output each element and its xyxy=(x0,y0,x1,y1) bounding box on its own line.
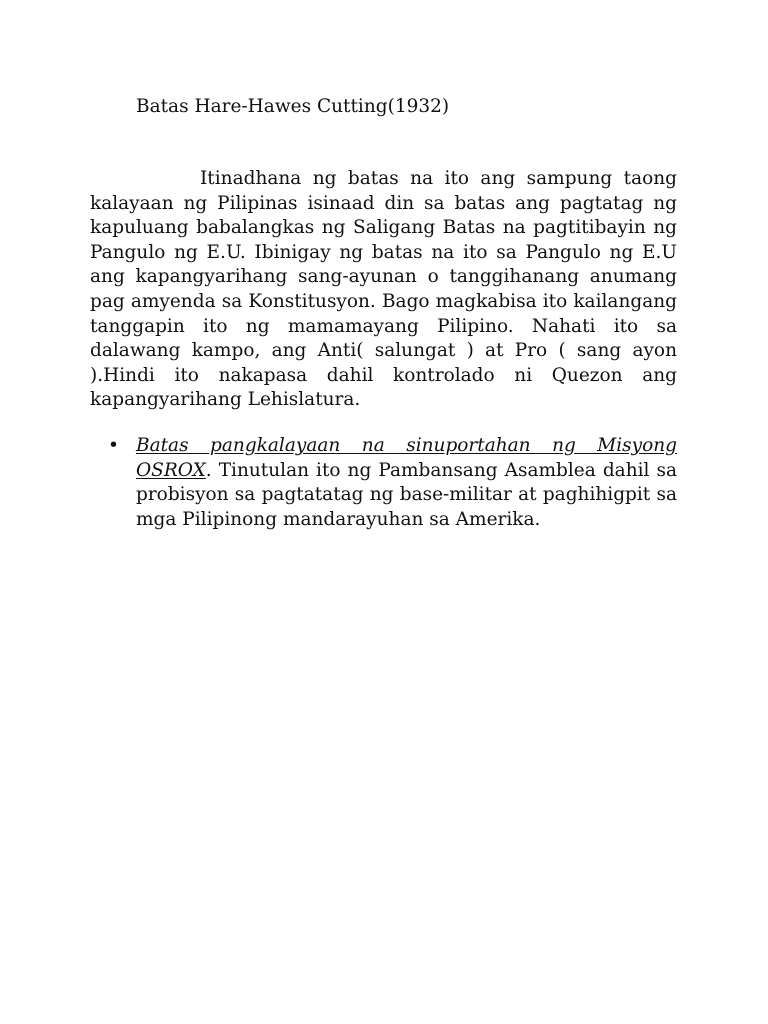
list-item xyxy=(108,434,677,532)
body-paragraph: Itinadhana ng batas na ito ang sampung taong kalayaan ng Pilipinas isinaad din sa batas ang pagtatag ng kapuluang babalangkas ng Saligang Batas na pagtitibayin ng Pangulo ng E.U. Ibinigay ng batas na ito sa Pangulo ng E.U ang kapangyarihang sang-ayunan o tanggihanang anumang pag amyenda sa Konstitusyon. Bago magkabisa ito kailangang tanggapin ito ng mamamayang Pilipino. Nahati ito sa dalawang kampo, ang Anti( salungat ) at Pro ( sang ayon ).Hindi ito nakapasa dahil kontrolado ni Quezon ang kapangyarihang Lehislatura. xyxy=(90,168,677,411)
document-title: Batas Hare-Hawes Cutting(1932) xyxy=(136,96,450,117)
bullet-punctuation: . xyxy=(205,459,212,481)
bullet-emphasis-text: Batas pangkalayaan na sinuportahan ng Misyong OSROX xyxy=(136,435,677,481)
bullet-icon: • xyxy=(108,435,119,456)
bullet-body-text: Tinutulan ito ng Pambansang Asamblea dahil sa probisyon sa pagtatatag ng base-militar at paghihigpit sa mga Pilipinong mandarayuhan sa Amerika. xyxy=(136,459,677,530)
bullet-list xyxy=(108,434,677,532)
